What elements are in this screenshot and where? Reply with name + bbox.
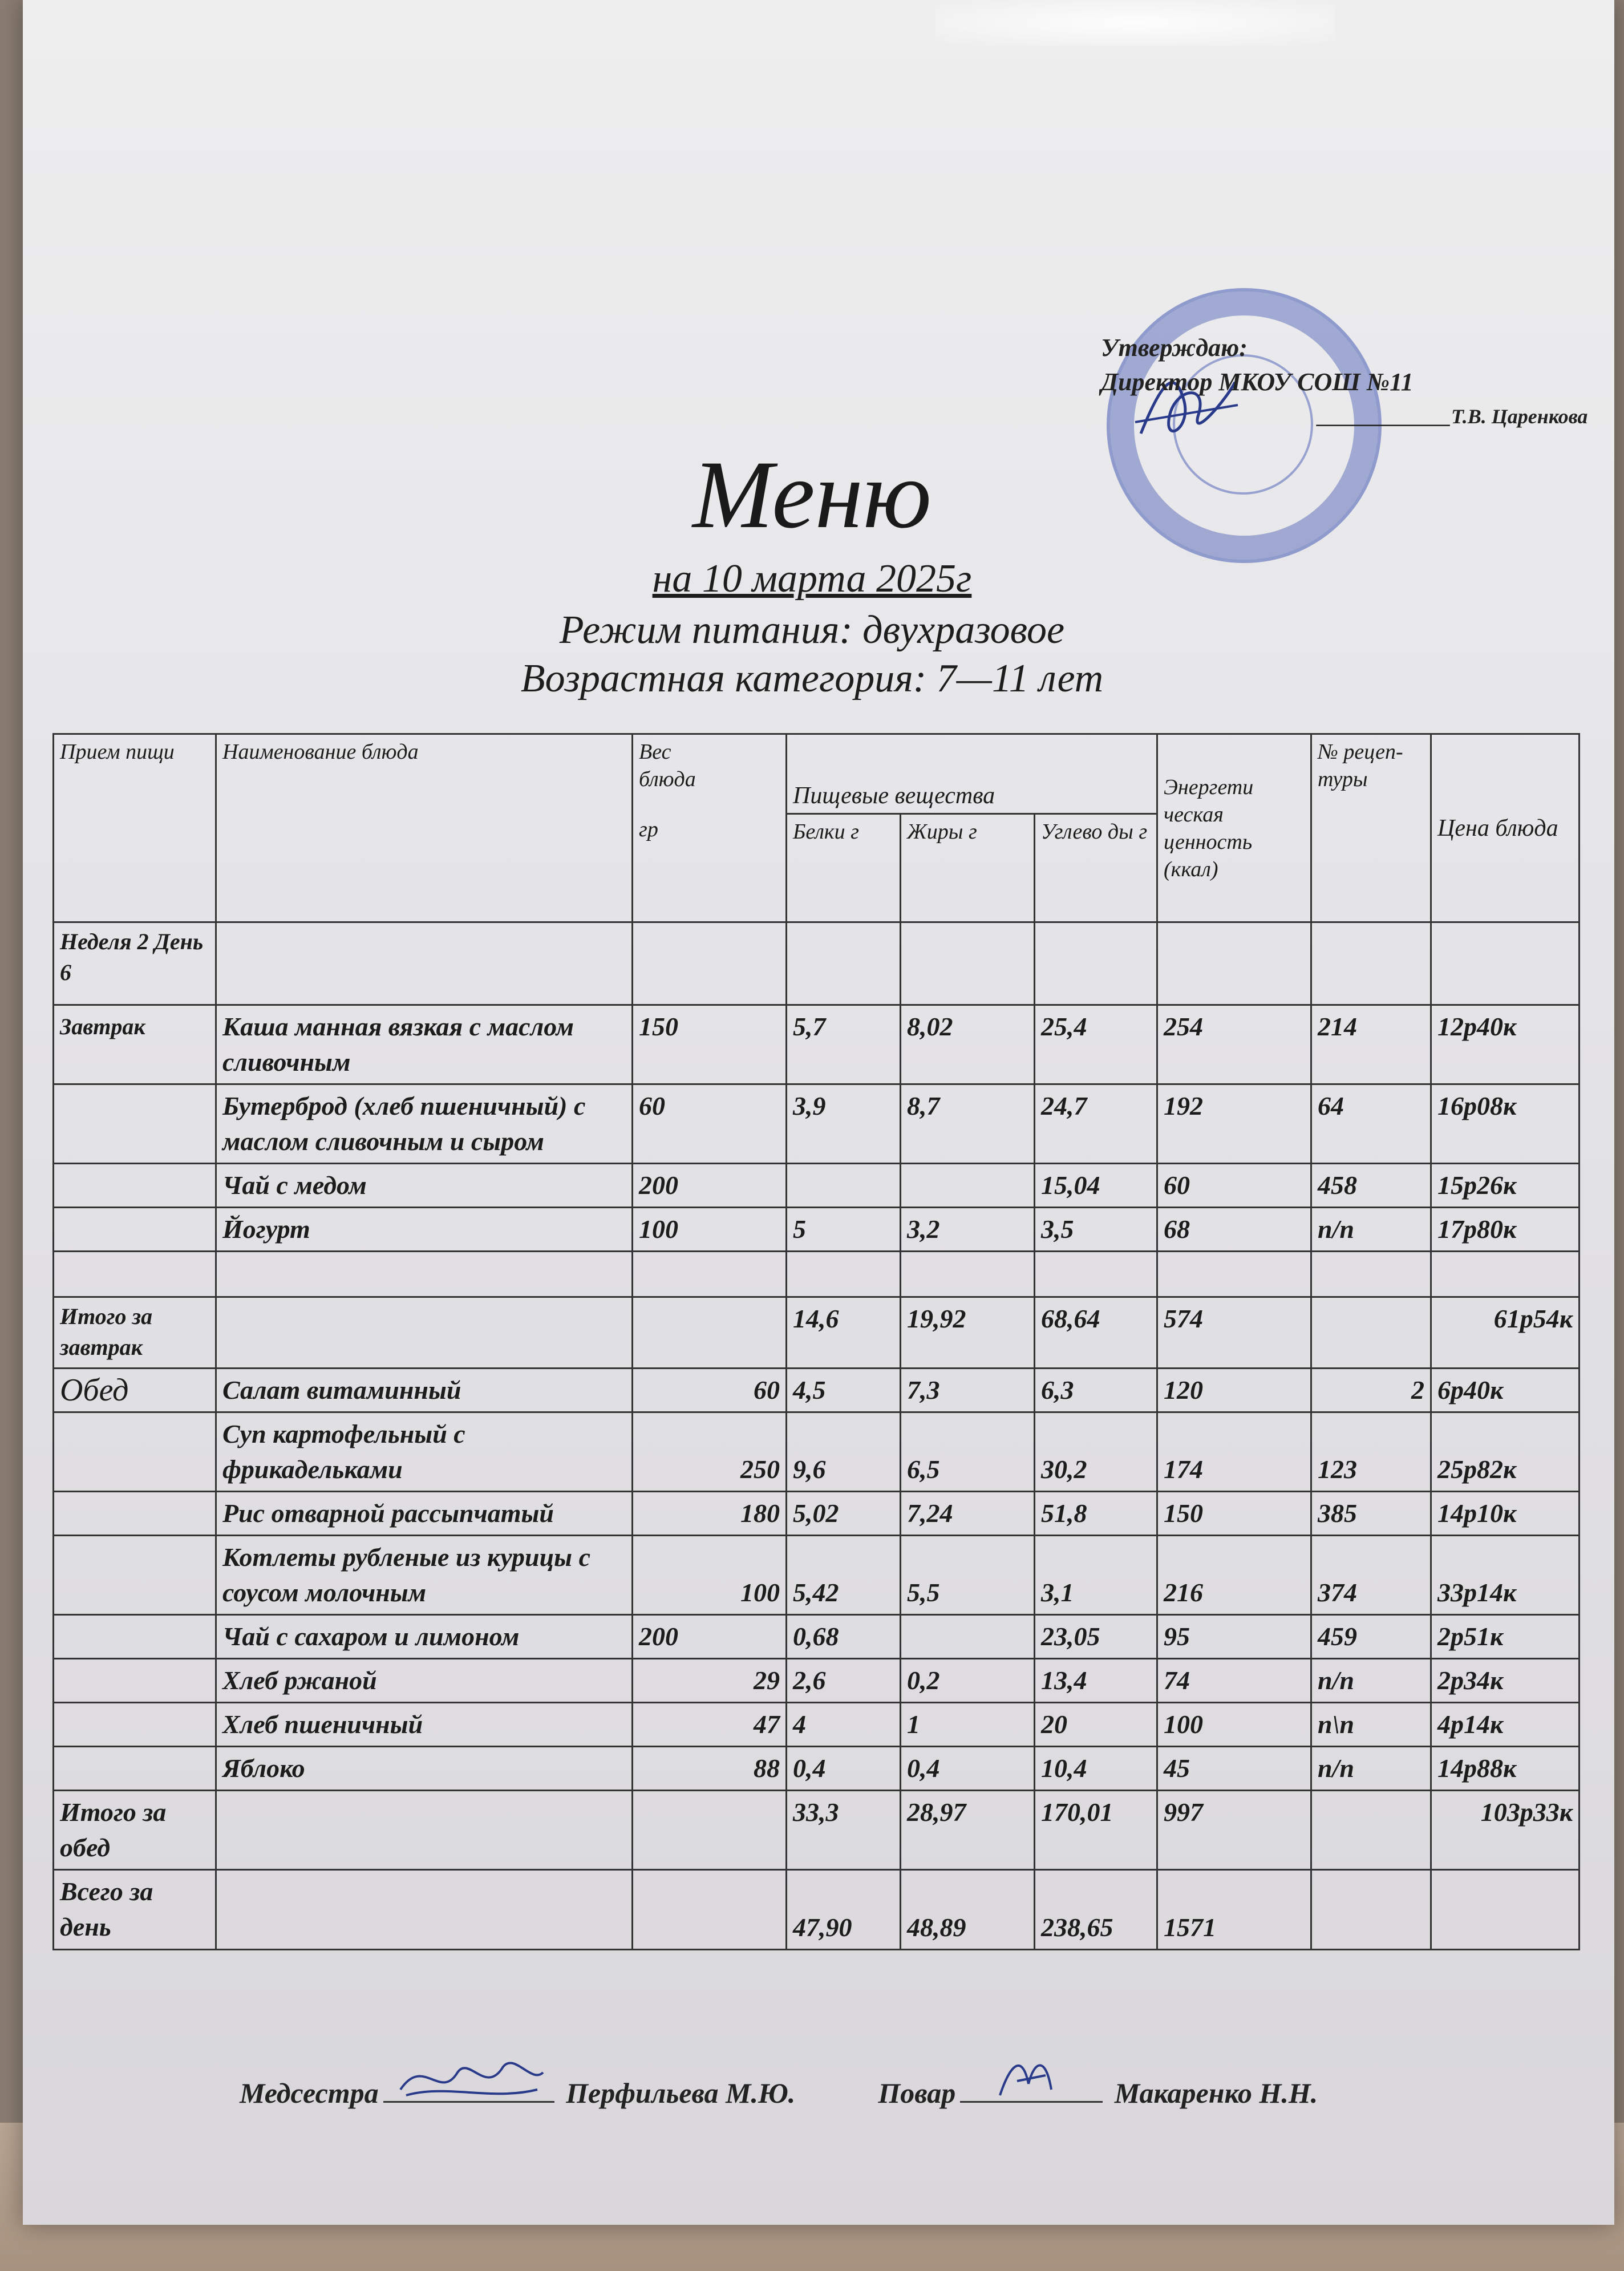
col-energy: Энергети ческая ценность (ккал) xyxy=(1157,734,1311,922)
dish-name: Котлеты рубленые из курицы с соусом молочным xyxy=(216,1536,633,1615)
col-fat: Жиры г xyxy=(901,814,1035,922)
dish-protein: 2,6 xyxy=(787,1659,901,1703)
dish-energy: 254 xyxy=(1157,1005,1311,1084)
dish-recipe: 214 xyxy=(1311,1005,1431,1084)
dish-weight: 88 xyxy=(633,1747,787,1791)
dish-name: Салат витаминный xyxy=(216,1369,633,1412)
dish-recipe: 2 xyxy=(1311,1369,1431,1412)
dish-carbs: 30,2 xyxy=(1035,1412,1157,1492)
light-glare xyxy=(935,0,1335,46)
meal-regime: Режим питания: двухразовое xyxy=(559,608,1065,652)
dish-energy: 74 xyxy=(1157,1659,1311,1703)
dish-name: Чай с сахаром и лимоном xyxy=(216,1615,633,1659)
col-price: Цена блюда xyxy=(1431,734,1580,922)
dish-weight: 47 xyxy=(633,1703,787,1747)
menu-table xyxy=(52,733,1580,1950)
table-row xyxy=(54,1208,1580,1252)
approval-block xyxy=(1101,331,1591,434)
breakfast-total-fat: 19,92 xyxy=(901,1297,1035,1369)
lunch-total-carbs: 170,01 xyxy=(1035,1791,1157,1870)
lunch-total-energy: 997 xyxy=(1157,1791,1311,1870)
dish-fat: 7,24 xyxy=(901,1492,1035,1536)
dish-recipe: 374 xyxy=(1311,1536,1431,1615)
dish-price: 4р14к xyxy=(1431,1703,1580,1747)
dish-recipe: 123 xyxy=(1311,1412,1431,1492)
dish-price: 25р82к xyxy=(1431,1412,1580,1492)
dish-energy: 95 xyxy=(1157,1615,1311,1659)
dish-fat: 8,7 xyxy=(901,1084,1035,1164)
table-row xyxy=(54,1005,1580,1084)
dish-price: 33р14к xyxy=(1431,1536,1580,1615)
dish-carbs: 23,05 xyxy=(1035,1615,1157,1659)
dish-price: 6р40к xyxy=(1431,1369,1580,1412)
dish-carbs: 25,4 xyxy=(1035,1005,1157,1084)
table-row-day-total xyxy=(54,1870,1580,1950)
cook-name: Макаренко Н.Н. xyxy=(1114,2077,1318,2109)
dish-energy: 150 xyxy=(1157,1492,1311,1536)
table-row xyxy=(54,1164,1580,1208)
dish-weight: 60 xyxy=(633,1084,787,1164)
menu-date: на 10 марта 2025г xyxy=(652,557,972,601)
table-row xyxy=(54,1747,1580,1791)
day-total-carbs: 238,65 xyxy=(1035,1870,1157,1950)
col-weight-unit: гр xyxy=(639,817,658,841)
lunch-total-fat: 28,97 xyxy=(901,1791,1035,1870)
col-weight-line2: блюда xyxy=(639,767,696,791)
dish-fat xyxy=(901,1615,1035,1659)
day-total-fat: 48,89 xyxy=(901,1870,1035,1950)
dish-weight: 150 xyxy=(633,1005,787,1084)
col-dish: Наименование блюда xyxy=(216,734,633,922)
dish-price: 16р08к xyxy=(1431,1084,1580,1164)
dish-protein: 3,9 xyxy=(787,1084,901,1164)
dish-protein: 0,4 xyxy=(787,1747,901,1791)
dish-recipe: п/п xyxy=(1311,1659,1431,1703)
table-row xyxy=(54,1659,1580,1703)
dish-fat: 0,4 xyxy=(901,1747,1035,1791)
dish-price: 12р40к xyxy=(1431,1005,1580,1084)
dish-weight: 100 xyxy=(633,1208,787,1252)
dish-protein: 5,7 xyxy=(787,1005,901,1084)
dish-price: 14р88к xyxy=(1431,1747,1580,1791)
lunch-total-protein: 33,3 xyxy=(787,1791,901,1870)
dish-energy: 192 xyxy=(1157,1084,1311,1164)
dish-weight: 60 xyxy=(633,1369,787,1412)
dish-protein: 9,6 xyxy=(787,1412,901,1492)
dish-energy: 45 xyxy=(1157,1747,1311,1791)
dish-fat: 3,2 xyxy=(901,1208,1035,1252)
dish-protein: 5,42 xyxy=(787,1536,901,1615)
dish-carbs: 13,4 xyxy=(1035,1659,1157,1703)
dish-energy: 68 xyxy=(1157,1208,1311,1252)
header-row-1 xyxy=(54,734,1580,814)
signatures-footer xyxy=(240,2076,1552,2110)
dish-fat xyxy=(901,1164,1035,1208)
table-row-empty xyxy=(54,1252,1580,1297)
col-nutrients: Пищевые вещества xyxy=(787,734,1157,814)
dish-weight: 250 xyxy=(633,1412,787,1492)
page-title: Меню xyxy=(692,441,932,548)
breakfast-total-carbs: 68,64 xyxy=(1035,1297,1157,1369)
lunch-total-price: 103р33к xyxy=(1431,1791,1580,1870)
dish-fat: 5,5 xyxy=(901,1536,1035,1615)
dish-name: Каша манная вязкая с маслом сливочным xyxy=(216,1005,633,1084)
cook-signature-line xyxy=(960,2078,1103,2103)
approval-line-3: _____________Т.В. Царенкова xyxy=(1318,405,1588,428)
dish-recipe: п/п xyxy=(1311,1208,1431,1252)
dish-fat: 8,02 xyxy=(901,1005,1035,1084)
col-weight xyxy=(633,734,787,922)
breakfast-total-protein: 14,6 xyxy=(787,1297,901,1369)
table-row xyxy=(54,1615,1580,1659)
dish-price: 14р10к xyxy=(1431,1492,1580,1536)
dish-fat: 0,2 xyxy=(901,1659,1035,1703)
dish-recipe: 385 xyxy=(1311,1492,1431,1536)
dish-recipe: 459 xyxy=(1311,1615,1431,1659)
dish-protein: 4 xyxy=(787,1703,901,1747)
dish-protein: 5 xyxy=(787,1208,901,1252)
dish-protein: 4,5 xyxy=(787,1369,901,1412)
col-recipe: № рецеп- туры xyxy=(1311,734,1431,922)
dish-weight: 200 xyxy=(633,1164,787,1208)
week-day-label: Неделя 2 День 6 xyxy=(54,922,216,1005)
table-row xyxy=(54,1369,1580,1412)
col-weight-line1: Вес xyxy=(639,740,671,764)
nurse-name: Перфильева М.Ю. xyxy=(566,2077,796,2109)
dish-energy: 120 xyxy=(1157,1369,1311,1412)
nurse-signature xyxy=(389,2050,549,2107)
col-protein: Белки г xyxy=(787,814,901,922)
lunch-total-label: Итого за обед xyxy=(54,1791,216,1870)
table-row xyxy=(54,1492,1580,1536)
table-row xyxy=(54,1536,1580,1615)
dish-recipe: п/п xyxy=(1311,1747,1431,1791)
table-row xyxy=(54,1084,1580,1164)
table-row-week xyxy=(54,922,1580,1005)
dish-fat: 6,5 xyxy=(901,1412,1035,1492)
dish-carbs: 3,5 xyxy=(1035,1208,1157,1252)
dish-fat: 1 xyxy=(901,1703,1035,1747)
dish-name: Хлеб ржаной xyxy=(216,1659,633,1703)
table-row xyxy=(54,1412,1580,1492)
dish-weight: 200 xyxy=(633,1615,787,1659)
dish-carbs: 20 xyxy=(1035,1703,1157,1747)
nurse-label: Медсестра xyxy=(240,2077,379,2109)
dish-carbs: 24,7 xyxy=(1035,1084,1157,1164)
dish-price: 2р51к xyxy=(1431,1615,1580,1659)
dish-energy: 100 xyxy=(1157,1703,1311,1747)
breakfast-total-energy: 574 xyxy=(1157,1297,1311,1369)
meal-lunch-label: Обед xyxy=(54,1369,216,1412)
dish-name: Яблоко xyxy=(216,1747,633,1791)
table-row-lunch-total xyxy=(54,1791,1580,1870)
dish-recipe: п\п xyxy=(1311,1703,1431,1747)
approval-line-1: Утверждаю: xyxy=(1101,334,1248,362)
dish-price: 2р34к xyxy=(1431,1659,1580,1703)
dish-name: Бутерброд (хлеб пшеничный) с маслом сливочным и сыром xyxy=(216,1084,633,1164)
dish-name: Чай с медом xyxy=(216,1164,633,1208)
dish-weight: 29 xyxy=(633,1659,787,1703)
dish-name: Рис отварной рассыпчатый xyxy=(216,1492,633,1536)
dish-carbs: 3,1 xyxy=(1035,1536,1157,1615)
dish-carbs: 6,3 xyxy=(1035,1369,1157,1412)
dish-weight: 180 xyxy=(633,1492,787,1536)
dish-recipe: 64 xyxy=(1311,1084,1431,1164)
breakfast-total-price: 61р54к xyxy=(1431,1297,1580,1369)
dish-protein: 5,02 xyxy=(787,1492,901,1536)
dish-energy: 60 xyxy=(1157,1164,1311,1208)
dish-price: 15р26к xyxy=(1431,1164,1580,1208)
day-total-label: Всего за день xyxy=(54,1870,216,1950)
day-total-energy: 1571 xyxy=(1157,1870,1311,1950)
dish-weight: 100 xyxy=(633,1536,787,1615)
dish-name: Йогурт xyxy=(216,1208,633,1252)
cook-signature xyxy=(966,2050,1097,2107)
approval-line-2: Директор МКОУ СОШ №11 xyxy=(1101,368,1414,396)
dish-energy: 216 xyxy=(1157,1536,1311,1615)
dish-protein xyxy=(787,1164,901,1208)
age-category: Возрастная категория: 7—11 лет xyxy=(520,657,1104,701)
breakfast-total-label: Итого за завтрак xyxy=(54,1297,216,1369)
table-row-breakfast-total xyxy=(54,1297,1580,1369)
nurse-signature-line xyxy=(383,2078,554,2103)
dish-carbs: 10,4 xyxy=(1035,1747,1157,1791)
dish-protein: 0,68 xyxy=(787,1615,901,1659)
cook-label: Повар xyxy=(878,2077,956,2109)
dish-carbs: 15,04 xyxy=(1035,1164,1157,1208)
col-meal: Прием пищи xyxy=(54,734,216,922)
table-row xyxy=(54,1703,1580,1747)
dish-recipe: 458 xyxy=(1311,1164,1431,1208)
meal-breakfast-label: Завтрак xyxy=(54,1005,216,1084)
dish-fat: 7,3 xyxy=(901,1369,1035,1412)
dish-name: Хлеб пшеничный xyxy=(216,1703,633,1747)
day-total-protein: 47,90 xyxy=(787,1870,901,1950)
dish-carbs: 51,8 xyxy=(1035,1492,1157,1536)
dish-price: 17р80к xyxy=(1431,1208,1580,1252)
col-carbs: Углево ды г xyxy=(1035,814,1157,922)
dish-name: Суп картофельный с фрикадельками xyxy=(216,1412,633,1492)
dish-energy: 174 xyxy=(1157,1412,1311,1492)
